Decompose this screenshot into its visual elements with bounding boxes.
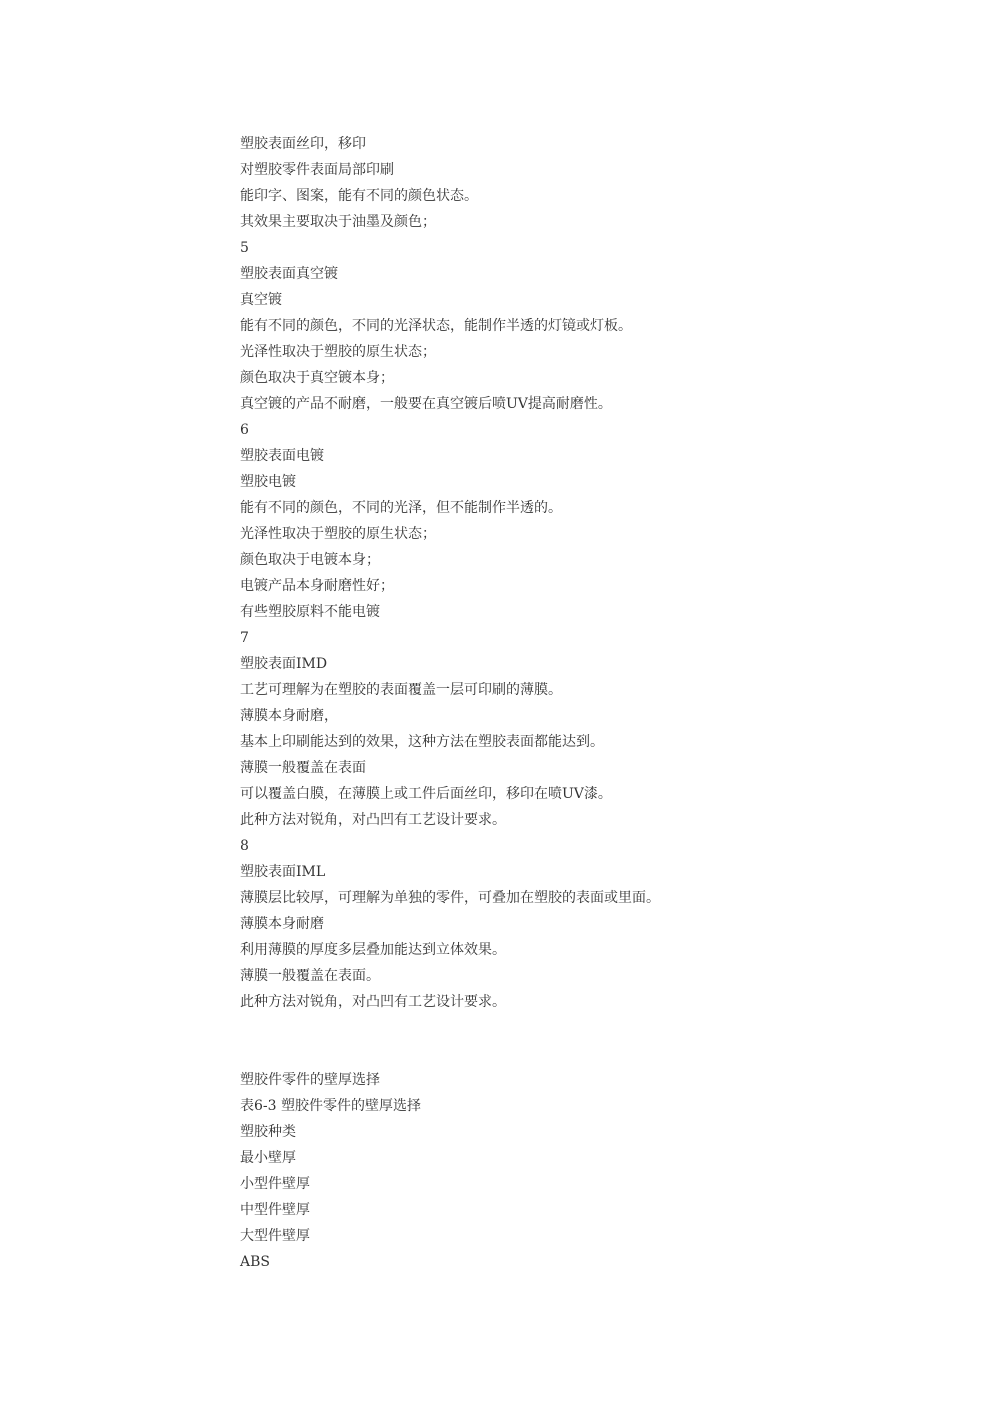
- text-line: ABS: [240, 1254, 270, 1270]
- text-line: 薄膜一般覆盖在表面: [240, 760, 366, 776]
- text-line: 能印字、图案，能有不同的颜色状态。: [240, 188, 478, 204]
- text-line: 其效果主要取决于油墨及颜色；: [240, 214, 436, 230]
- wall-thickness-text: [240, 1067, 940, 1275]
- document-body: [240, 131, 940, 1275]
- text-line: 塑胶表面真空镀: [240, 266, 338, 282]
- text-line: 薄膜层比较厚，可理解为单独的零件，可叠加在塑胶的表面或里面。: [240, 890, 660, 906]
- text-line: 6: [240, 422, 249, 438]
- text-line: 对塑胶零件表面局部印刷: [240, 162, 394, 178]
- text-line: 表6-3 塑胶件零件的壁厚选择: [240, 1098, 421, 1114]
- paragraph-gap: [240, 1015, 940, 1067]
- text-line: 颜色取决于真空镀本身；: [240, 370, 394, 386]
- text-line: 可以覆盖白膜，在薄膜上或工件后面丝印，移印在喷UV漆。: [240, 786, 612, 802]
- text-line: 真空镀: [240, 292, 282, 308]
- text-line: 塑胶种类: [240, 1124, 296, 1140]
- text-line: 塑胶电镀: [240, 474, 296, 490]
- text-line: 塑胶表面IML: [240, 864, 326, 880]
- text-line: 薄膜一般覆盖在表面。: [240, 968, 380, 984]
- text-line: 塑胶件零件的壁厚选择: [240, 1072, 380, 1088]
- text-line: 7: [240, 630, 249, 646]
- text-line: 利用薄膜的厚度多层叠加能达到立体效果。: [240, 942, 506, 958]
- text-line: 能有不同的颜色，不同的光泽，但不能制作半透的。: [240, 500, 562, 516]
- text-line: 5: [240, 240, 249, 256]
- text-line: 塑胶表面电镀: [240, 448, 324, 464]
- text-line: 此种方法对锐角，对凸凹有工艺设计要求。: [240, 812, 506, 828]
- text-line: 薄膜本身耐磨，: [240, 708, 338, 724]
- text-line: 能有不同的颜色，不同的光泽状态，能制作半透的灯镜或灯板。: [240, 318, 632, 334]
- text-line: 真空镀的产品不耐磨，一般要在真空镀后喷UV提高耐磨性。: [240, 396, 612, 412]
- text-line: 中型件壁厚: [240, 1202, 310, 1218]
- text-line: 塑胶表面丝印，移印: [240, 136, 366, 152]
- text-line: 工艺可理解为在塑胶的表面覆盖一层可印刷的薄膜。: [240, 682, 562, 698]
- text-line: 基本上印刷能达到的效果，这种方法在塑胶表面都能达到。: [240, 734, 604, 750]
- text-line: 此种方法对锐角，对凸凹有工艺设计要求。: [240, 994, 506, 1010]
- text-line: 塑胶表面IMD: [240, 656, 328, 672]
- text-line: 小型件壁厚: [240, 1176, 310, 1192]
- text-line: 光泽性取决于塑胶的原生状态；: [240, 526, 436, 542]
- text-line: 最小壁厚: [240, 1150, 296, 1166]
- text-line: 有些塑胶原料不能电镀: [240, 604, 380, 620]
- text-line: 薄膜本身耐磨: [240, 916, 324, 932]
- text-line: 电镀产品本身耐磨性好；: [240, 578, 394, 594]
- text-line: 8: [240, 838, 249, 854]
- text-line: 光泽性取决于塑胶的原生状态；: [240, 344, 436, 360]
- surface-treatment-text: [240, 131, 940, 1015]
- text-line: 大型件壁厚: [240, 1228, 310, 1244]
- text-line: 颜色取决于电镀本身；: [240, 552, 380, 568]
